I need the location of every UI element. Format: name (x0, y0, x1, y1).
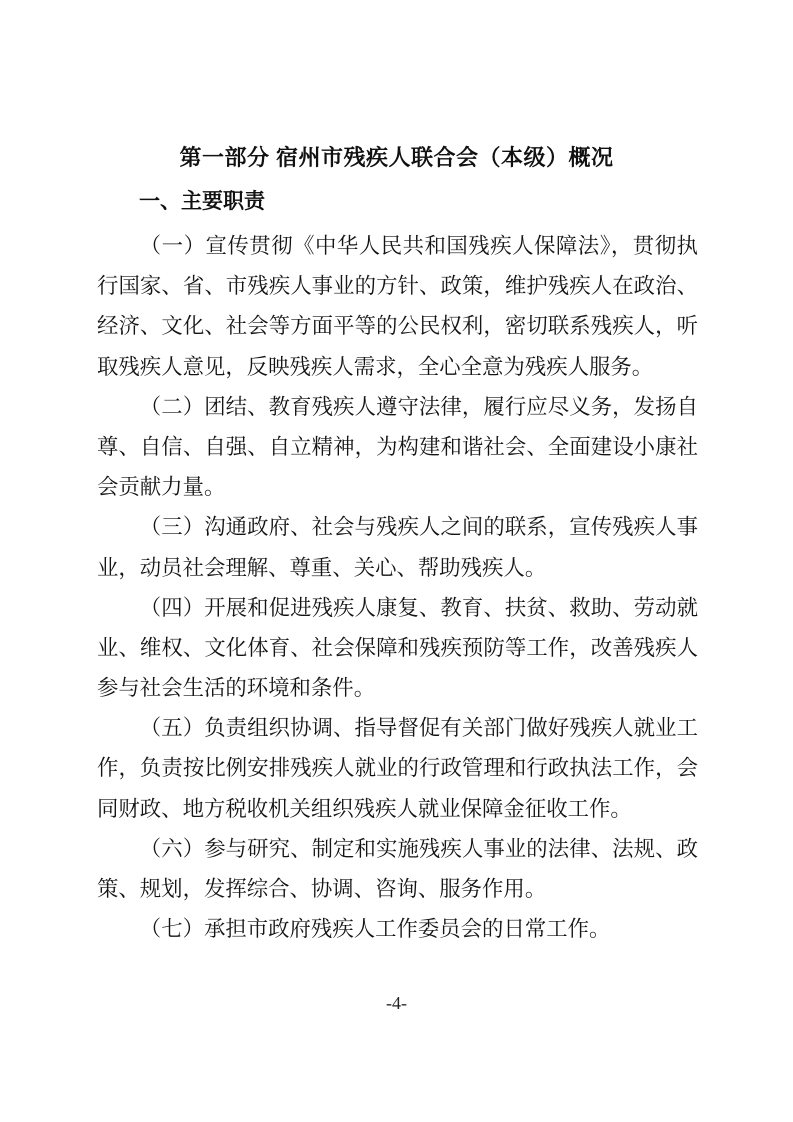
body-line: 尊、自信、自强、自立精神，为构建和谐社会、全面建设小康社 (97, 434, 698, 459)
body-line: （七）承担市政府残疾人工作委员会的日常工作。 (139, 917, 611, 942)
body-line: （三）沟通政府、社会与残疾人之间的联系，宣传残疾人事 (139, 515, 698, 540)
body-line: 同财政、地方税收机关组织残疾人就业保障金征收工作。 (97, 796, 632, 821)
body-line: 业、维权、文化体育、社会保障和残疾预防等工作，改善残疾人 (97, 635, 698, 660)
page-number: -4- (386, 993, 407, 1013)
paragraph (97, 909, 698, 949)
body-line: 参与社会生活的环境和条件。 (97, 676, 376, 701)
body-line: （六）参与研究、制定和实施残疾人事业的法律、法规、政 (139, 836, 698, 861)
section-heading: 一、主要职责 (139, 190, 265, 213)
body-line: （四）开展和促进残疾人康复、教育、扶贫、救助、劳动就 (139, 595, 698, 620)
body-line: （二）团结、教育残疾人遵守法律，履行应尽义务，发扬自 (139, 394, 698, 419)
paragraph (97, 387, 698, 508)
paragraph (97, 588, 698, 709)
body-line: 业，动员社会理解、尊重、关心、帮助残疾人。 (97, 555, 547, 580)
body-line: （五）负责组织协调、指导督促有关部门做好残疾人就业工 (139, 716, 698, 741)
body-line: 经济、文化、社会等方面平等的公民权利，密切联系残疾人，听 (97, 314, 698, 339)
body-line: （一）宣传贯彻《中华人民共和国残疾人保障法》，贯彻执 (139, 234, 698, 258)
body-line: 作，负责按比例安排残疾人就业的行政管理和行政执法工作，会 (97, 756, 698, 781)
page-title: 第一部分 宿州市残疾人联合会（本级）概况 (179, 145, 614, 170)
body-line: 策、规划，发挥综合、协调、咨询、服务作用。 (97, 877, 547, 901)
body-line: 取残疾人意见，反映残疾人需求，全心全意为残疾人服务。 (97, 354, 654, 379)
paragraph (97, 226, 698, 387)
paragraph (97, 708, 698, 829)
body-line: 会贡献力量。 (97, 475, 226, 500)
body-line: 行国家、省、市残疾人事业的方针、政策，维护残疾人在政治、 (97, 274, 698, 299)
paragraph (97, 829, 698, 909)
document-body (97, 226, 698, 949)
paragraph (97, 507, 698, 587)
